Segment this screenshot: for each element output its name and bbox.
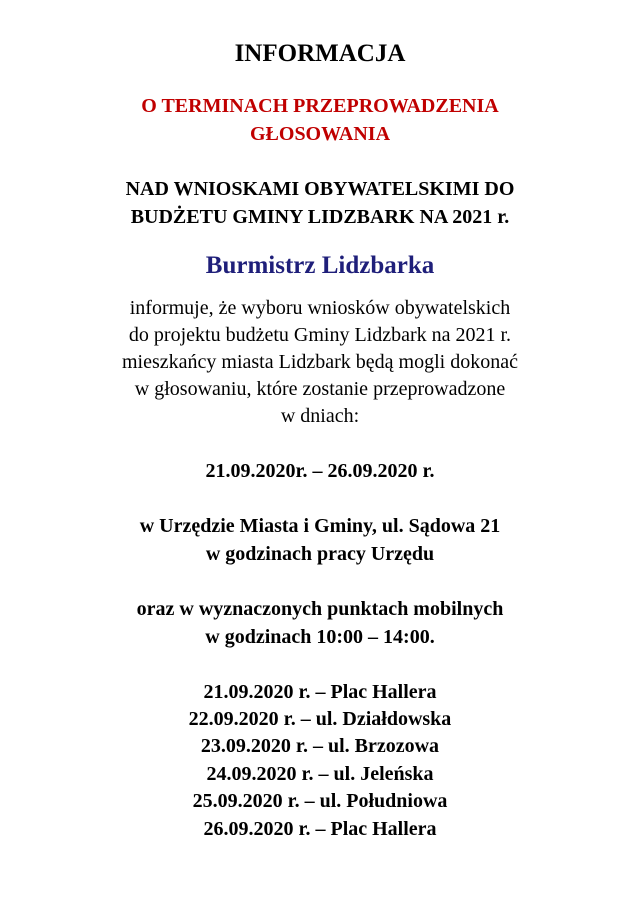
schedule-item: 25.09.2020 r. – ul. Południowa (192, 790, 448, 812)
subtitle-line-1: O TERMINACH PRZEPROWADZENIA (141, 95, 499, 117)
document-title: INFORMACJA (234, 40, 406, 67)
schedule-item: 21.09.2020 r. – Plac Hallera (203, 681, 437, 703)
mobile-points-line-2: w godzinach 10:00 – 14:00. (205, 626, 435, 648)
body-line-4: w głosowaniu, które zostanie przeprowadzone (134, 378, 506, 400)
body-line-5: w dniach: (280, 405, 360, 427)
office-location-line-1: w Urzędzie Miasta i Gminy, ul. Sądowa 21 (139, 515, 501, 537)
authority-heading: Burmistrz Lidzbarka (205, 252, 435, 279)
schedule-item: 23.09.2020 r. – ul. Brzozowa (200, 735, 440, 757)
date-range: 21.09.2020r. – 26.09.2020 r. (205, 460, 435, 482)
mobile-points-line-1: oraz w wyznaczonych punktach mobilnych (136, 598, 504, 620)
schedule-item: 22.09.2020 r. – ul. Działdowska (188, 708, 452, 730)
body-line-2: do projektu budżetu Gminy Lidzbark na 2021 r. (128, 324, 512, 346)
body-line-3: mieszkańcy miasta Lidzbark będą mogli dokonać (122, 351, 518, 373)
schedule-item: 24.09.2020 r. – ul. Jeleńska (206, 763, 434, 785)
office-location-line-2: w godzinach pracy Urzędu (205, 543, 435, 565)
schedule-item: 26.09.2020 r. – Plac Hallera (203, 818, 437, 840)
body-line-1: informuje, że wyboru wniosków obywatelskich (129, 297, 511, 319)
subject-line-1: NAD WNIOSKAMI OBYWATELSKIMI DO (125, 178, 515, 200)
subtitle-line-2: GŁOSOWANIA (249, 123, 391, 145)
subject-line-2: BUDŻETU GMINY LIDZBARK NA 2021 r. (130, 206, 510, 228)
